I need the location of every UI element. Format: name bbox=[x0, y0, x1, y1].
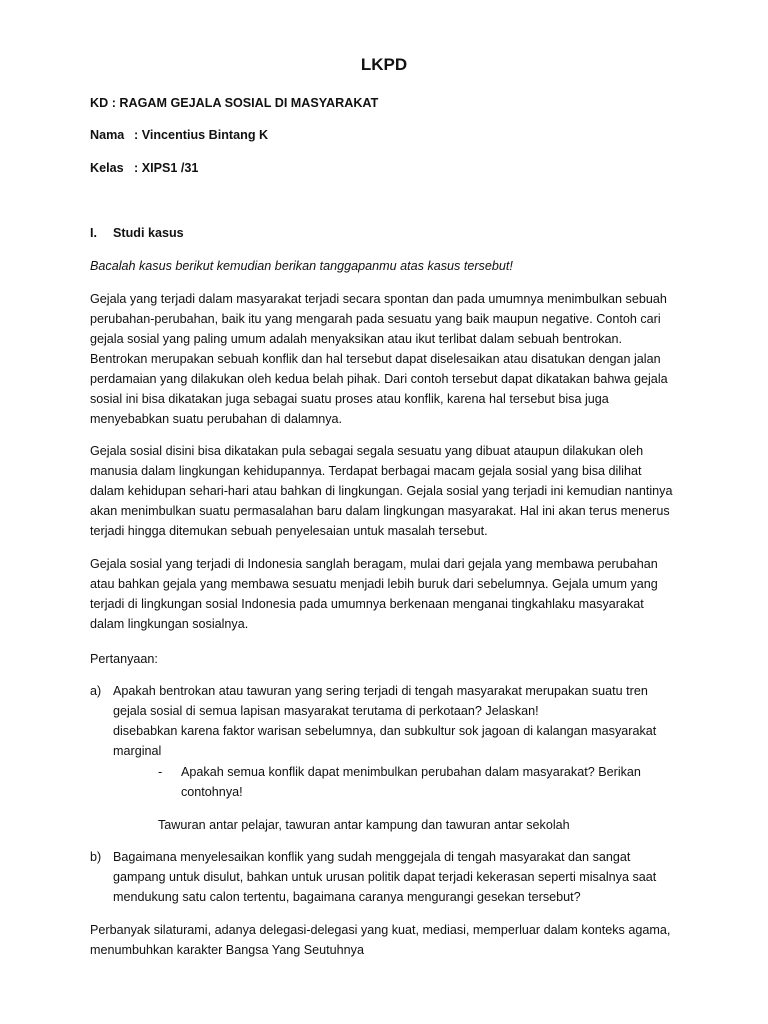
paragraph-line: terjadi di lingkungan sosial Indonesia pada umumnya berkenaan menganai tingkahlaku masyarakat bbox=[90, 597, 644, 611]
paragraph-line: Bentrokan merupakan sebuah konflik dan hal tersebut dapat diselesaikan atau disatukan dengan jalan bbox=[90, 352, 661, 366]
kelas-label: Kelas bbox=[90, 161, 124, 175]
question-a bbox=[113, 681, 688, 761]
paragraph-3 bbox=[90, 554, 690, 634]
paragraph-line: menyebabkan suatu perubahan di dalamnya. bbox=[90, 412, 343, 426]
sub-question-line: Apakah semua konflik dapat menimbulkan perubahan dalam masyarakat? Berikan bbox=[181, 765, 641, 779]
paragraph-2 bbox=[90, 441, 690, 541]
paragraph-line: akan menimbulkan suatu permasalahan baru dalam lingkungan masyarakat. Hal ini akan terus menerus bbox=[90, 504, 670, 518]
paragraph-line: atau bahkan gejala yang membawa sesuatu menjadi lebih buruk dari sebelumnya. Gejala umum yang bbox=[90, 577, 658, 591]
answer-line: Perbanyak silaturami, adanya delegasi-delegasi yang kuat, mediasi, memperluar dalam konteks agama, bbox=[90, 923, 671, 937]
question-a-marker: a) bbox=[90, 684, 102, 698]
paragraph-line: gejala sosial yang paling umum adalah menyaksikan atau ikut terlibat dalam sebuah bentrokan. bbox=[90, 332, 623, 346]
nama-label: Nama bbox=[90, 128, 125, 142]
question-line: Bagaimana menyelesaikan konflik yang sudah menggejala di tengah masyarakat dan sangat bbox=[113, 850, 631, 864]
nama-value: : Vincentius Bintang K bbox=[134, 128, 269, 142]
question-line: gampang untuk disulut, bahkan untuk urusan politik dapat terjadi kekerasan seperti misalnya saat bbox=[113, 870, 657, 884]
question-line: mendukung satu calon tertentu, bagaimana caranya mengurangi gesekan tersebut? bbox=[113, 890, 581, 904]
answer-line: disebabkan karena faktor warisan sebelumnya, dan subkultur sok jagoan di kalangan masyarakat bbox=[113, 724, 657, 738]
answer-line: menumbuhkan karakter Bangsa Yang Seutuhnya bbox=[90, 943, 364, 957]
section-number: I. bbox=[90, 226, 97, 240]
questions-heading: Pertanyaan: bbox=[90, 652, 158, 666]
question-b-marker: b) bbox=[90, 850, 102, 864]
paragraph-line: perdamaian yang dilakukan oleh kedua belah pihak. Dari contoh tersebut dapat dikatakan bahwa gejala bbox=[90, 372, 668, 386]
sub-question bbox=[181, 762, 681, 802]
paragraph-line: dalam lingkungan sosialnya. bbox=[90, 617, 249, 631]
kelas-value: : XIPS1 /31 bbox=[134, 161, 199, 175]
paragraph-line: dalam kehidupan sehari-hari atau bahkan di lingkungan. Gejala sosial yang terjadi ini kemudian nantinya bbox=[90, 484, 673, 498]
sub-answer: Tawuran antar pelajar, tawuran antar kampung dan tawuran antar sekolah bbox=[158, 818, 570, 832]
paragraph-line: terjadi hingga ditemukan sebuah penyelesaian untuk masalah tersebut. bbox=[90, 524, 488, 538]
paragraph-line: Gejala sosial yang terjadi di Indonesia sanglah beragam, mulai dari gejala yang membawa perubahan bbox=[90, 557, 658, 571]
sub-question-bullet: - bbox=[158, 765, 163, 779]
question-line: gejala sosial di semua lapisan masyarakat terutama di perkotaan? Jelaskan! bbox=[113, 704, 539, 718]
paragraph-1 bbox=[90, 289, 690, 429]
sub-question-line: contohnya! bbox=[181, 785, 243, 799]
nama-field bbox=[90, 125, 268, 145]
answer-b bbox=[90, 920, 690, 960]
kelas-field bbox=[90, 158, 198, 178]
paragraph-line: perubahan-perubahan, baik itu yang mengarah pada sesuatu yang baik maupun negative. Contoh cari bbox=[90, 312, 661, 326]
paragraph-line: sosial ini bisa dikatakan juga sebagai suatu proses atau konflik, karena hal tersebut bisa juga bbox=[90, 392, 609, 406]
page-title: LKPD bbox=[360, 55, 408, 74]
kd-line: KD : RAGAM GEJALA SOSIAL DI MASYARAKAT bbox=[90, 96, 379, 110]
paragraph-line: manusia dalam lingkungan kehidupannya. Terdapat berbagai macam gejala sosial yang bisa dilihat bbox=[90, 464, 642, 478]
paragraph-line: Gejala sosial disini bisa dikatakan pula sebagai segala sesuatu yang dibuat ataupun dilakukan oleh bbox=[90, 444, 644, 458]
question-b bbox=[113, 847, 688, 907]
instruction-text: Bacalah kasus berikut kemudian berikan tanggapanmu atas kasus tersebut! bbox=[90, 259, 513, 273]
question-line: Apakah bentrokan atau tawuran yang sering terjadi di tengah masyarakat merupakan suatu tren bbox=[113, 684, 648, 698]
paragraph-line: Gejala yang terjadi dalam masyarakat terjadi secara spontan dan pada umumnya menimbulkan sebuah bbox=[90, 292, 667, 306]
section-title: Studi kasus bbox=[113, 226, 184, 240]
answer-line: marginal bbox=[113, 744, 162, 758]
